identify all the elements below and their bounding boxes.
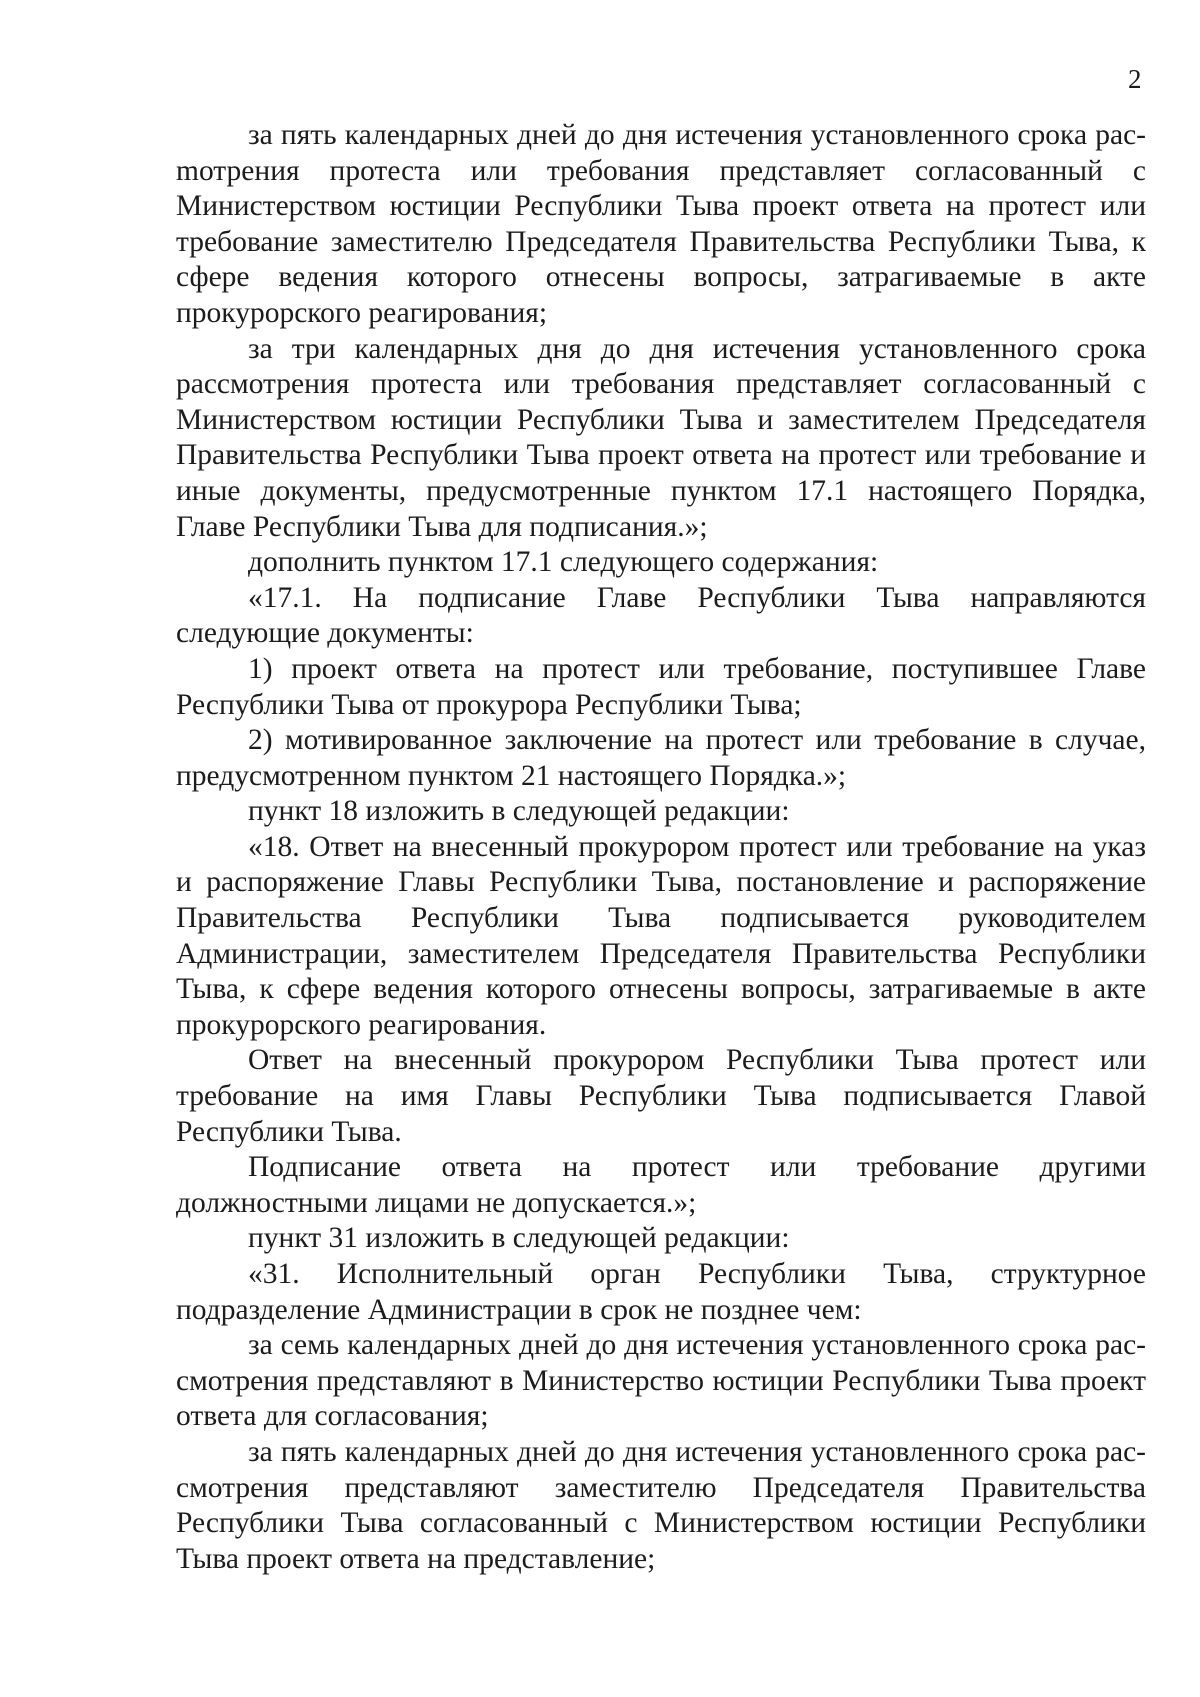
paragraph-12: «31. Исполнительный орган Республики Тыва, структурное подразделение Администрации в срок не позднее чем: [176,1258,1146,1326]
paragraph-2: за три календарных дня до дня истечения установленного срока рассмотрения протеста или требования представляет согласованный с Министерством юстиции Республики Тыва и заместителем Председателя Правительства Республики Тыва проект ответа на протест или требование и иные документы, предусмотренные пунктом 17.1 настоящего Порядка, Главе Республики Тыва для подписания.»; [176,332,1146,543]
paragraph-9: Ответ на внесенный прокурором Республики Тыва протест или требование на имя Главы Республики Тыва подписывается Главой Республики Тыва. [176,1044,1146,1148]
paragraph-11: пункт 31 изложить в следующей редакции: [248,1222,790,1255]
paragraph-4: «17.1. На подписание Главе Республики Тыва направляются следующие документы: [176,581,1146,650]
paragraph-10: Подписание ответа на протест или требование другими должностными лицами не допускается.»; [176,1151,1146,1219]
paragraph-14: за пять календарных дней до дня истечения установленного срока рассмотрения представляют заместителю Председателя Правительства Республики Тыва согласованный с Министерством юстиции Республики Тыва проект ответа на представление; [176,1435,1146,1575]
paragraph-13: за семь календарных дней до дня истечения установленного срока рассмотрения представляют в Министерство юстиции Республики Тыва проект ответа для согласования; [176,1329,1146,1433]
page-number: 2 [1128,64,1142,94]
paragraph-3: дополнить пунктом 17.1 следующего содержания: [248,546,879,579]
paragraph-6: 2) мотивированное заключение на протест или требование в случае, предусмотренном пунктом 21 настоящего Порядка.»; [176,724,1146,792]
paragraph-5: 1) проект ответа на протест или требование, поступившее Главе Республики Тыва от прокурора Республики Тыва; [176,652,1146,721]
paragraph-8: «18. Ответ на внесенный прокурором протест или требование на указ и распоряжение Главы Республики Тыва, постановление и распоряжение Правительства Республики Тыва подписывается руководителем Администрации, заместителем Председателя Правительства Республики Тыва, к сфере ведения которого отнесены вопросы, затрагиваемые в акте прокурорского реагирования. [176,830,1146,1041]
paragraph-1: за пять календарных дней до дня истечения установленного срока расmотрения протеста или требования представляет согласованный с Министерством юстиции Республики Тыва проект ответа на протест или требование заместителю Председателя Правительства Республики Тыва, к сфере ведения которого отнесены вопросы, затрагиваемые в акте прокурорского реагирования; [176,119,1146,329]
paragraph-7: пункт 18 изложить в следующей редакции: [248,795,790,828]
document-body [176,118,1146,1577]
